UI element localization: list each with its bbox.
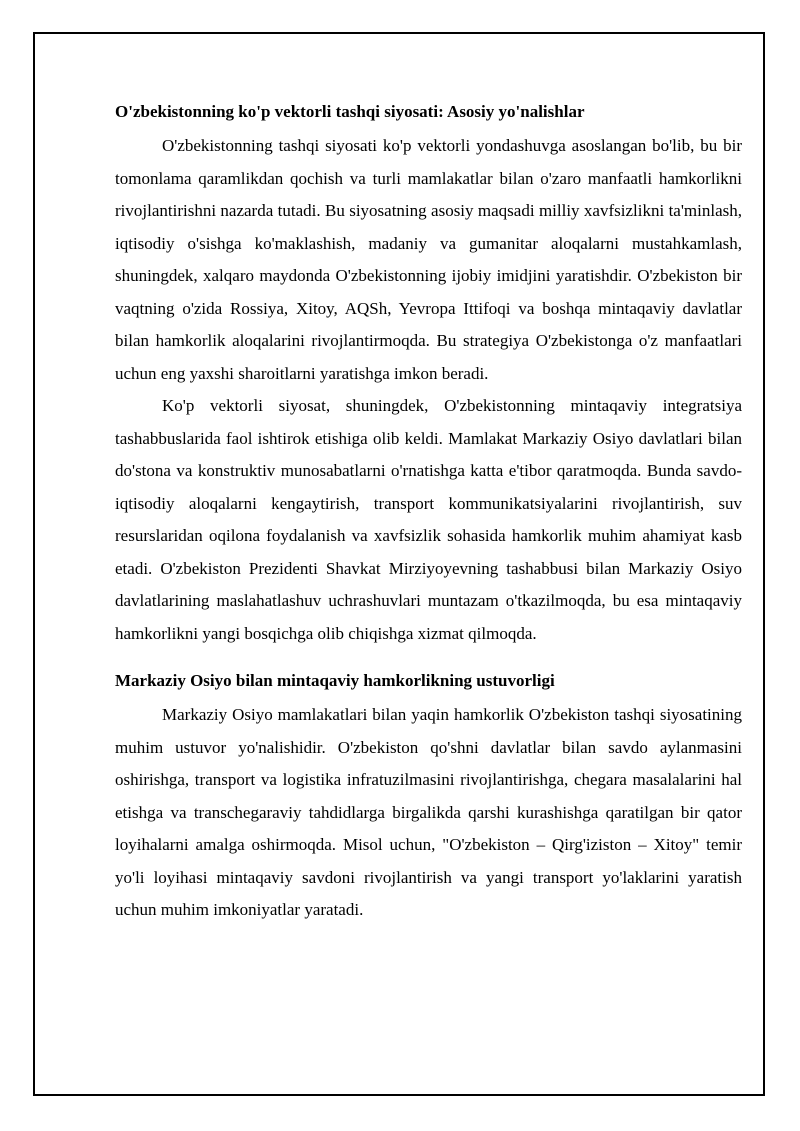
paragraph-regional-integration: Ko'p vektorli siyosat, shuningdek, O'zbekistonning mintaqaviy integratsiya tashabbuslarida faol ishtirok etishiga olib keldi. Mamlakat Markaziy Osiyo davlatlari bilan do'stona va konstruktiv munosabatlarni o'rnatishga katta e'tibor qaratmoqda. Bunda savdo-iqtisodiy aloqalarni kengaytirish, transport kommunikatsiyalarini rivojlantirish, suv resurslaridan oqilona foydalanish va xavfsizlik sohasida hamkorlik muhim ahamiyat kasb etadi. O'zbekiston Prezidenti Shavkat Mirziyoyevning tashabbusi bilan Markaziy Osiyo davlatlarining maslahatlashuv uchrashuvlari muntazam o'tkazilmoqda, bu esa mintaqaviy hamkorlikni yangi bosqichga olib chiqishga xizmat qilmoqda.	[115, 396, 742, 643]
section-heading-central-asia: Markaziy Osiyo bilan mintaqaviy hamkorlikning ustuvorligi	[115, 671, 555, 690]
paragraph-multivector-policy: O'zbekistonning tashqi siyosati ko'p vektorli yondashuvga asoslangan bo'lib, bu bir tomonlama qaramlikdan qochish va turli mamlakatlar bilan o'zaro manfaatli hamkorlikni rivojlantirishni nazarda tutadi. Bu siyosatning asosiy maqsadi milliy xavfsizlikni ta'minlash, iqtisodiy o'sishga ko'maklashish, madaniy va gumanitar aloqalarni mustahkamlash, shuningdek, xalqaro maydonda O'zbekistonning ijobiy imidjini yaratishdir. O'zbekiston bir vaqtning o'zida Rossiya, Xitoy, AQSh, Yevropa Ittifoqi va boshqa mintaqaviy davlatlar bilan hamkorlik aloqalarini rivojlantirmoqda. Bu strategiya O'zbekistonga o'z manfaatlari uchun eng yaxshi sharoitlarni yaratishga imkon beradi.	[115, 136, 742, 383]
document-body	[115, 99, 742, 927]
section-heading-foreign-policy: O'zbekistonning ko'p vektorli tashqi siyosati: Asosiy yo'nalishlar	[115, 102, 585, 121]
paragraph-central-asia-cooperation: Markaziy Osiyo mamlakatlari bilan yaqin hamkorlik O'zbekiston tashqi siyosatining muhim ustuvor yo'nalishidir. O'zbekiston qo'shni davlatlar bilan savdo aylanmasini oshirishga, transport va logistika infratuzilmasini rivojlantirishga, chegara masalalarini hal etishga va transchegaraviy tahdidlarga birgalikda qarshi kurashishga qaratilgan bir qator loyihalarni amalga oshirmoqda. Misol uchun, "O'zbekiston – Qirg'iziston – Xitoy" temir yo'li loyihasi mintaqaviy savdoni rivojlantirish va yangi transport yo'laklarini yaratish uchun muhim imkoniyatlar yaratadi.	[115, 705, 742, 919]
